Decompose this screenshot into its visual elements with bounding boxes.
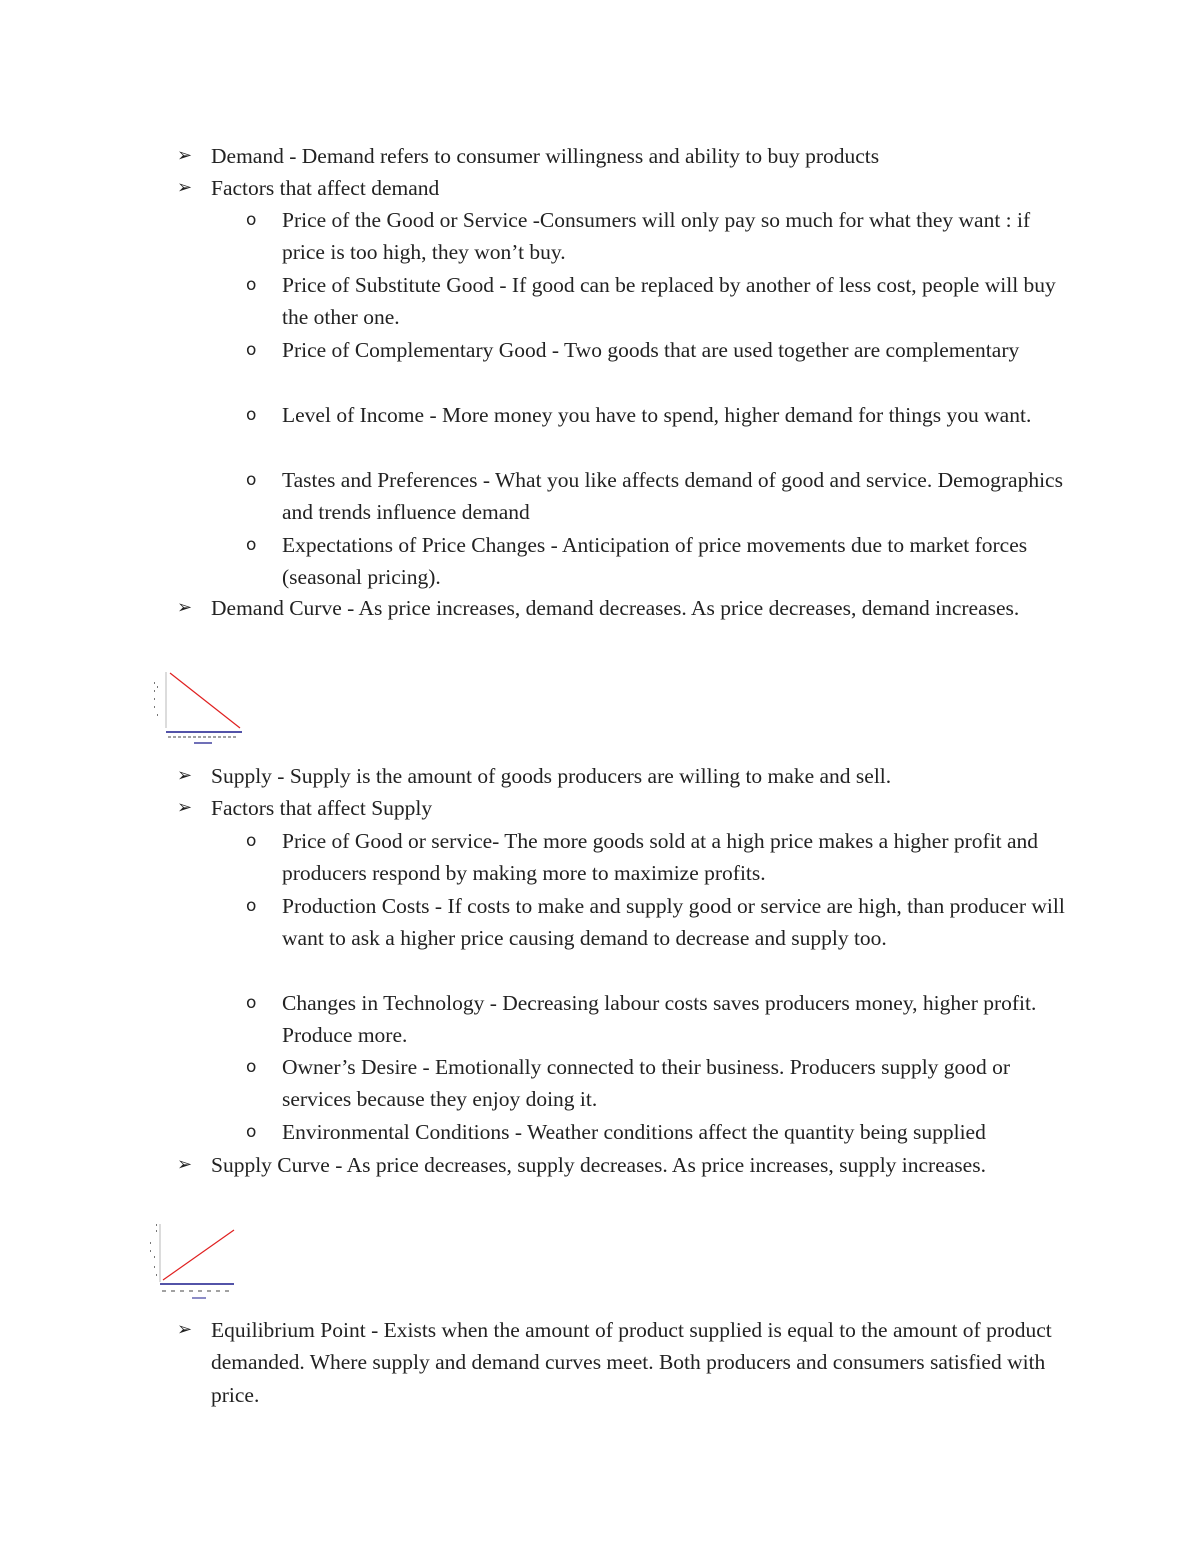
subbullet-text: Production Costs - If costs to make and supply good or service are high, than producer will want to ask a higher price causing demand to decrease and supply too.: [282, 894, 1065, 951]
demand-curve-graph: [150, 668, 246, 748]
circle-bullet-icon: o: [246, 831, 257, 851]
bullet-supply-factors: [177, 792, 1071, 824]
bullet-demand-curve: [177, 592, 1071, 624]
arrow-bullet-icon: ➢: [177, 597, 193, 618]
subbullet-text: Tastes and Preferences - What you like affects demand of good and service. Demographics and trends influence demand: [282, 468, 1063, 525]
subbullet-environmental-conditions: [246, 1116, 1072, 1148]
subbullet-text: Owner’s Desire - Emotionally connected to their business. Producers supply good or services because they enjoy doing it.: [282, 1055, 1011, 1112]
bullet-text: Factors that affect demand: [211, 176, 440, 200]
bullet-text: Supply - Supply is the amount of goods producers are willing to make and sell.: [211, 764, 892, 788]
bullet-text: Equilibrium Point - Exists when the amount of product supplied is equal to the amount of product demanded. Where supply and demand curves meet. Both producers and consumers satisfied with price.: [211, 1318, 1052, 1407]
subbullet-text: Environmental Conditions - Weather conditions affect the quantity being supplied: [282, 1120, 986, 1144]
circle-bullet-icon: o: [246, 1057, 257, 1077]
circle-bullet-icon: o: [246, 896, 257, 916]
bullet-text: Demand Curve - As price increases, demand decreases. As price decreases, demand increases.: [211, 596, 1020, 620]
subbullet-text: Expectations of Price Changes - Anticipation of price movements due to market forces (seasonal pricing).: [282, 533, 1028, 590]
arrow-bullet-icon: ➢: [177, 765, 193, 786]
circle-bullet-icon: o: [246, 275, 257, 295]
circle-bullet-icon: o: [246, 340, 257, 360]
subbullet-text: Price of the Good or Service -Consumers will only pay so much for what they want : if price is too high, they won’t buy.: [282, 208, 1031, 265]
subbullet-production-costs: [246, 890, 1072, 955]
bullet-supply: [177, 760, 1071, 792]
demand-line: [170, 673, 240, 728]
subbullet-price-of-good-supply: [246, 825, 1072, 890]
subbullet-changes-technology: [246, 987, 1072, 1052]
circle-bullet-icon: o: [246, 405, 257, 425]
arrow-bullet-icon: ➢: [177, 177, 193, 198]
arrow-bullet-icon: ➢: [177, 1319, 193, 1340]
bullet-supply-curve: [177, 1149, 1071, 1181]
circle-bullet-icon: o: [246, 210, 257, 230]
circle-bullet-icon: o: [246, 993, 257, 1013]
subbullet-text: Price of Good or service- The more goods sold at a high price makes a higher profit and producers respond by making more to maximize profits.: [282, 829, 1039, 886]
subbullet-tastes-preferences: [246, 464, 1072, 529]
bullet-demand: [177, 140, 1071, 172]
supply-curve-graph: [146, 1220, 242, 1304]
subbullet-text: Price of Substitute Good - If good can be replaced by another of less cost, people will buy the other one.: [282, 273, 1056, 330]
arrow-bullet-icon: ➢: [177, 145, 193, 166]
bullet-demand-factors: [177, 172, 1071, 204]
arrow-bullet-icon: ➢: [177, 1154, 193, 1175]
bullet-text: Demand - Demand refers to consumer willingness and ability to buy products: [211, 144, 880, 168]
subbullet-complementary-good: [246, 334, 1072, 366]
subbullet-substitute-good: [246, 269, 1072, 334]
subbullet-level-of-income: [246, 399, 1072, 431]
circle-bullet-icon: o: [246, 1122, 257, 1142]
arrow-bullet-icon: ➢: [177, 797, 193, 818]
subbullet-text: Changes in Technology - Decreasing labour costs saves producers money, higher profit. Produce more.: [282, 991, 1037, 1048]
subbullet-text: Price of Complementary Good - Two goods that are used together are complementary: [282, 338, 1020, 362]
circle-bullet-icon: o: [246, 470, 257, 490]
bullet-text: Supply Curve - As price decreases, supply decreases. As price increases, supply increases.: [211, 1153, 986, 1177]
subbullet-owners-desire: [246, 1051, 1072, 1116]
subbullet-price-of-good: [246, 204, 1072, 269]
bullet-equilibrium: [177, 1314, 1071, 1411]
supply-line: [163, 1230, 234, 1280]
bullet-text: Factors that affect Supply: [211, 796, 433, 820]
circle-bullet-icon: o: [246, 535, 257, 555]
subbullet-text: Level of Income - More money you have to spend, higher demand for things you want.: [282, 403, 1032, 427]
subbullet-expectations: [246, 529, 1072, 594]
